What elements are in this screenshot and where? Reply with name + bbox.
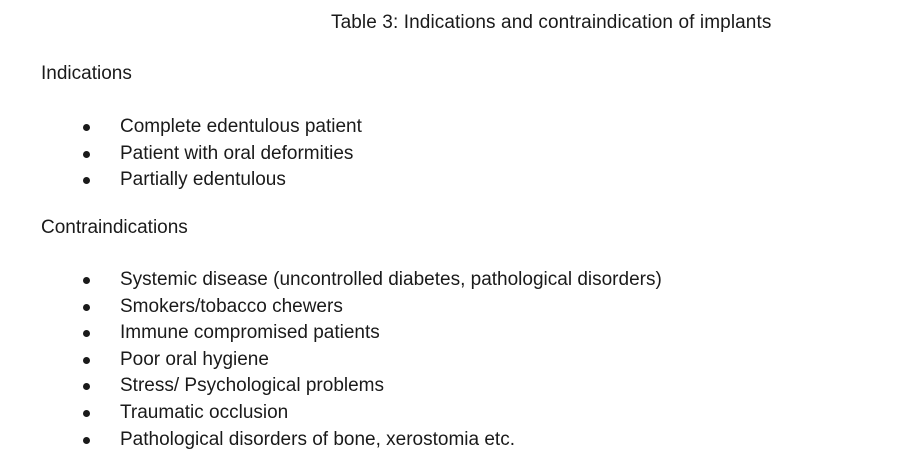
list-item-text: Systemic disease (uncontrolled diabetes, pathological disorders): [120, 269, 662, 290]
section-heading-indications: Indications: [41, 63, 132, 84]
table-title: Table 3: Indications and contraindication of implants: [331, 12, 772, 33]
list-item-text: Partially edentulous: [120, 169, 286, 191]
list-item-text: Traumatic occlusion: [120, 401, 289, 423]
list-item-text: Immune compromised patients: [120, 322, 380, 344]
bullet-icon: [83, 383, 90, 390]
section-heading-contraindications: Contraindications: [41, 217, 188, 238]
bullet-icon: [83, 177, 90, 184]
list-item-text: Patient with oral deformities: [120, 142, 354, 164]
list-item-text: Pathological disorders of bone, xerostomia etc.: [120, 428, 515, 450]
list-item-text: Poor oral hygiene: [120, 348, 269, 370]
bullet-icon: [83, 304, 90, 311]
bullet-icon: [83, 330, 90, 337]
bullet-icon: [83, 357, 90, 364]
list-item-text: Complete edentulous patient: [120, 116, 362, 137]
bullet-icon: [83, 124, 90, 131]
bullet-icon: [83, 410, 90, 417]
list-item-text: Smokers/tobacco chewers: [120, 295, 343, 317]
bullet-icon: [83, 277, 90, 284]
list-item-text: Stress/ Psychological problems: [120, 375, 384, 397]
bullet-icon: [83, 437, 90, 444]
bullet-icon: [83, 151, 90, 158]
